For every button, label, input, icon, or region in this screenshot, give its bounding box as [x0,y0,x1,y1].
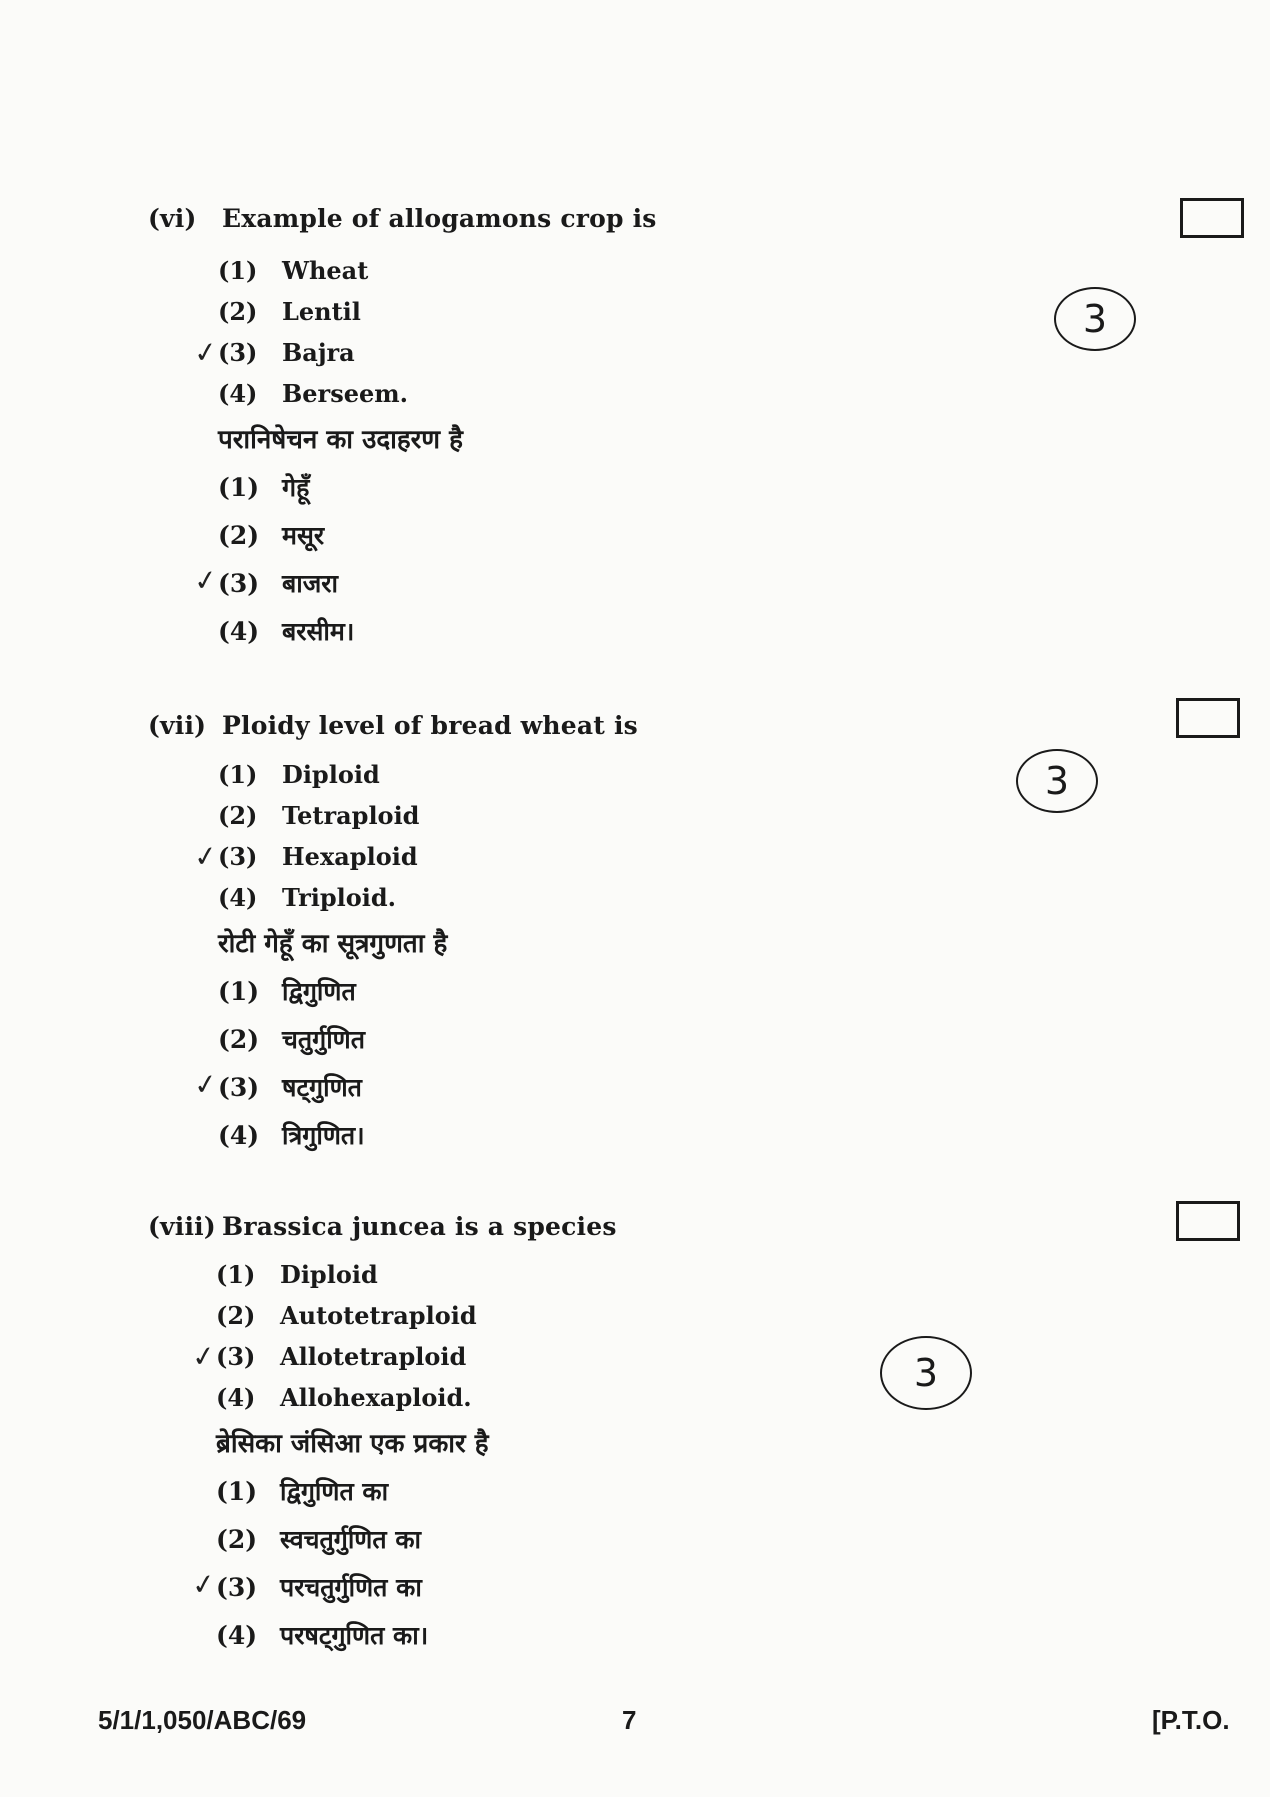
marks-box [1180,198,1244,238]
option-number: (3) [218,338,258,367]
awarded-marks: 3 [880,1336,972,1410]
marks-box [1176,698,1240,738]
option-text: Lentil [282,297,361,326]
awarded-marks: 3 [1016,749,1098,813]
hindi-option-3 [191,562,339,600]
option-number: (2) [216,1525,258,1554]
question-number: (viii) [148,1212,216,1241]
option-1 [218,760,380,789]
awarded-marks: 3 [1054,287,1136,351]
option-number: (3) [216,1342,256,1371]
option-3 [191,334,355,371]
option-1 [218,256,368,285]
option-text: गेहूँ [282,473,310,502]
question-stem [148,1212,617,1241]
hindi-option-1 [216,1474,388,1508]
hindi-question-text: रोटी गेहूँ का सूत्रगुणता है [218,929,448,959]
hindi-option-1 [218,974,356,1008]
tick-mark-icon: ✓ [191,1066,220,1103]
option-number: (1) [218,977,260,1006]
option-text: बरसीम। [282,617,355,646]
hindi-option-3 [191,1066,362,1104]
hindi-option-2 [218,1022,365,1056]
option-number: (2) [218,1025,260,1054]
hindi-option-2 [216,1522,421,1556]
option-text: स्वचतुर्गुणित का [280,1525,422,1554]
option-number: (4) [218,617,260,646]
question-text: Ploidy level of bread wheat is [222,711,638,740]
option-number: (2) [216,1301,256,1330]
question-number: (vi) [148,204,197,233]
option-text: Berseem. [282,379,408,408]
option-text: द्विगुणित [282,977,356,1006]
option-number: (2) [218,297,258,326]
option-text: मसूर [282,521,325,550]
page-footer [0,1705,1270,1745]
option-text: त्रिगुणित। [282,1121,365,1150]
option-text: Autotetraploid [280,1301,477,1330]
option-number: (4) [218,1121,260,1150]
page-number: 7 [622,1705,637,1735]
option-number: (1) [218,473,260,502]
option-3 [191,838,418,875]
question-text: Example of allogamons crop is [222,204,657,233]
option-text: परचतुर्गुणित का [280,1573,422,1602]
option-number: (3) [218,569,260,598]
option-text: बाजरा [282,569,339,598]
tick-mark-icon: ✓ [191,838,220,875]
tick-mark-icon: ✓ [191,334,220,371]
option-3 [189,1338,467,1375]
option-number: (4) [216,1383,256,1412]
hindi-question-text: ब्रेसिका जंसिआ एक प्रकार है [216,1429,489,1459]
option-4 [218,379,408,408]
hindi-option-4 [216,1618,428,1652]
paper-code: 5/1/1,050/ABC/69 [98,1705,307,1735]
option-text: Triploid. [282,883,397,912]
option-number: (1) [216,1260,256,1289]
option-4 [216,1383,472,1412]
question-number: (vii) [148,711,207,740]
option-number: (4) [218,883,258,912]
option-2 [218,297,361,326]
tick-mark-icon: ✓ [189,1566,218,1603]
hindi-question-text: परानिषेचन का उदाहरण है [218,425,463,455]
option-number: (1) [218,256,258,285]
option-text: षट्गुणित [282,1073,362,1102]
option-4 [218,883,396,912]
option-text: Tetraploid [282,801,420,830]
option-text: Allohexaploid. [280,1383,472,1412]
option-text: परषट्गुणित का। [280,1621,429,1650]
tick-mark-icon: ✓ [189,1338,218,1375]
option-text: चतुर्गुणित [282,1025,366,1054]
option-2 [218,801,419,830]
option-text: Allotetraploid [280,1342,467,1371]
option-number: (4) [218,379,258,408]
option-text: Diploid [280,1260,378,1289]
hindi-option-1 [218,470,309,504]
option-text: Wheat [282,256,369,285]
question-text: Brassica juncea is a species [222,1212,617,1241]
please-turn-over: [P.T.O. [1152,1705,1230,1735]
hindi-option-4 [218,1118,365,1152]
option-number: (3) [218,842,258,871]
tick-mark-icon: ✓ [191,562,220,599]
question-stem [148,711,638,740]
option-number: (3) [218,1073,260,1102]
option-text: Diploid [282,760,380,789]
marks-box [1176,1201,1240,1241]
option-text: द्विगुणित का [280,1477,389,1506]
option-number: (2) [218,521,260,550]
option-number: (1) [216,1477,258,1506]
option-1 [216,1260,378,1289]
option-number: (3) [216,1573,258,1602]
option-number: (4) [216,1621,258,1650]
question-stem [148,204,657,233]
option-text: Bajra [282,338,355,367]
option-number: (1) [218,760,258,789]
option-number: (2) [218,801,258,830]
option-text: Hexaploid [282,842,418,871]
hindi-option-4 [218,614,354,648]
option-2 [216,1301,477,1330]
hindi-option-3 [189,1566,422,1604]
hindi-option-2 [218,518,324,552]
